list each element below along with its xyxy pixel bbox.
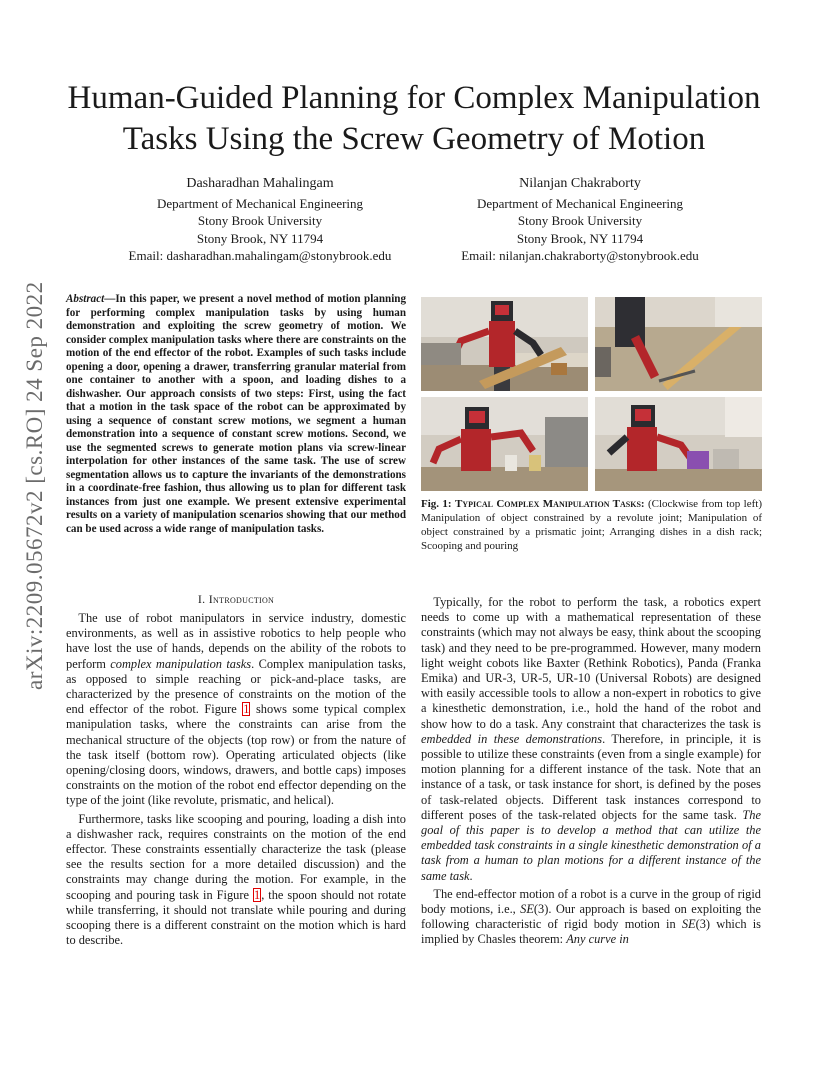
author-email: Email: dasharadhan.mahalingam@stonybrook.edu	[128, 248, 392, 263]
text-run: Furthermore, tasks like scooping and pouring, loading a dish into a dishwasher rack, requires constraints on the motion of the end effector. These constraints essentially characterize the task (please see the results section for a more detailed discussion) and the constraints may change during the motion. For example, in the scooping and pouring task in Figure	[66, 811, 406, 902]
author-email: Email: nilanjan.chakraborty@stonybrook.edu	[461, 248, 699, 263]
figure-caption-text: (Clockwise from top left) Manipulation of object constrained by a revolute joint; Manipulation of object constrained by a prismatic joint; Arranging dishes in a dish rack; Scooping and pouring	[421, 498, 762, 552]
text-run: shows some typical complex manipulation tasks, where the constraints can arise from the mechanical structure of the objects (top row) or from the nature of the task itself (bottom row). Operating articulated objects (like opening/closing doors, windows, drawers, and bottle caps) imposes constraints on the motion of the robot end effector depending on the type of the joint (like revolute, prismatic, and helical).	[66, 702, 406, 808]
paragraph	[66, 611, 406, 809]
math-symbol: SE	[681, 917, 696, 932]
text-run: The use of robot manipulators in service industry, domestic environments, as well as in assistive robotics to help people who have lost the use of hands, depends on the ability of the robots to perform	[66, 611, 406, 671]
emphasis: The goal of this paper is to develop a method that can utilize the embedded task constraints in a single kinesthetic demonstration of a task from a human to plan motions for a different instance of the same task	[421, 807, 761, 883]
paper-title	[40, 78, 788, 160]
emphasis: complex manipulation tasks	[110, 656, 252, 671]
section-name: Introduction	[208, 592, 275, 606]
author-name: Dasharadhan Mahalingam	[186, 176, 334, 191]
text-run: Typically, for the robot to perform the task, a robotics expert needs to come up with a mathematical representation of these constraints (which may not always be easy, think about the scooping task) and they need to be pre-programmed. However, many modern light weight cobots like Baxter (Rethink Robotics), Panda (Franka Emika) and UR-3, UR-5, UR-10 (Universal Robots) are designed with easily accessible tools to allow a non-expert in robotics to give a kinesthetic demonstration, i.e., hold the hand of the robot and show how to do a task. Any constraint that characterizes the task is	[421, 595, 761, 731]
paragraph	[421, 887, 761, 948]
text-run: .	[469, 868, 473, 883]
text-run: which is implied by Chasles theorem:	[421, 917, 761, 947]
figure-link[interactable]: 1	[243, 702, 250, 717]
figure-1	[421, 297, 762, 493]
title-line-1: Human-Guided Planning for Complex Manipulation	[67, 80, 761, 116]
figure-label: Fig. 1:	[421, 498, 452, 510]
author-department: Department of Mechanical Engineering	[156, 195, 364, 211]
text-run: . Our approach is based on exploiting the following characteristic of rigid body motion in	[421, 902, 761, 932]
abstract	[66, 293, 406, 536]
arxiv-identifier: arXiv:2209.05672v2 [cs.RO] 24 Sep 2022	[22, 281, 47, 690]
abstract-text: —In this paper, we present a novel method of motion planning for performing complex manipulation tasks by using human demonstration and exploiting the screw geometry of motion. We consider complex manipulation tasks where there are constraints on the motion of the end effector of the robot. Examples of such tasks include opening a door, opening a drawer, transferring granular material from one container to another with a spoon, and loading dishes to a dishwasher. Our approach consists of two steps: First, using the fact that a motion in the task space of the robot can be approximated by using a sequence of constant screw motions, we segment a human demonstration into a sequence of constant screw motions. Second, we use the segmented screws to generate motion plans via screw-linear interpolation for other instances of the same task. The use of screw segmentation allows us to capture the invariants of the demonstrations in a coordinate-free fashion, thus allowing us to plan for different task instances from just one example. We present extensive experimental results on a variety of manipulation scenarios showing that our method can be used across a wide range of manipulation tasks.	[66, 293, 406, 535]
author-city: Stony Brook, NY 11794	[196, 230, 324, 246]
figure-caption-title: Typical Complex Manipulation Tasks:	[454, 498, 645, 510]
text-run: The end-effector motion of a robot is a curve in the group of rigid body motions, i.e.,	[421, 886, 761, 917]
author-department: Department of Mechanical Engineering	[476, 195, 684, 211]
paragraph	[66, 812, 406, 949]
paragraph	[421, 595, 761, 884]
photo-dish-rack-task	[595, 397, 762, 491]
figure-caption	[421, 497, 762, 553]
text-run: , the spoon should not rotate while transferring, it should not translate while pouring and during scooping there is a different constraint on the motion which is hard to describe.	[66, 887, 406, 948]
author-block-1	[100, 175, 420, 265]
text-run: . Complex manipulation tasks, as opposed to simple reaching or pick-and-place tasks, are characterized by the presence of constraints on the motion of the end effector of the robot. Figure	[66, 656, 406, 717]
text-run: . Therefore, in principle, it is possible to utilize these constraints (even from a single example) for motion planning for a different instance of the task. Note that an instance of a task, or task instance for short, is defined by the poses of task-related objects. Different task instances correspond to different poses of the task-related objects for the same task.	[421, 731, 761, 822]
math-symbol: (3)	[695, 917, 711, 932]
author-name: Nilanjan Chakraborty	[519, 176, 641, 191]
photo-prismatic-task	[595, 297, 762, 391]
left-column-body	[66, 611, 406, 948]
emphasis: embedded in these demonstrations	[421, 731, 603, 746]
author-block-2	[420, 175, 740, 265]
emphasis: Any curve in	[566, 932, 629, 947]
math-symbol: SE	[520, 902, 534, 917]
author-city: Stony Brook, NY 11794	[516, 230, 644, 246]
photo-scooping-task	[421, 397, 588, 491]
abstract-heading: Abstract	[66, 293, 105, 305]
photo-revolute-task	[421, 297, 588, 391]
title-line-2: Tasks Using the Screw Geometry of Motion	[122, 121, 706, 157]
author-university: Stony Brook University	[517, 213, 643, 228]
section-heading	[66, 592, 406, 607]
math-symbol: (3)	[533, 902, 549, 917]
author-university: Stony Brook University	[197, 213, 323, 228]
section-number: I.	[197, 592, 206, 606]
right-column-body	[421, 595, 761, 948]
figure-link[interactable]: 1	[253, 887, 261, 902]
